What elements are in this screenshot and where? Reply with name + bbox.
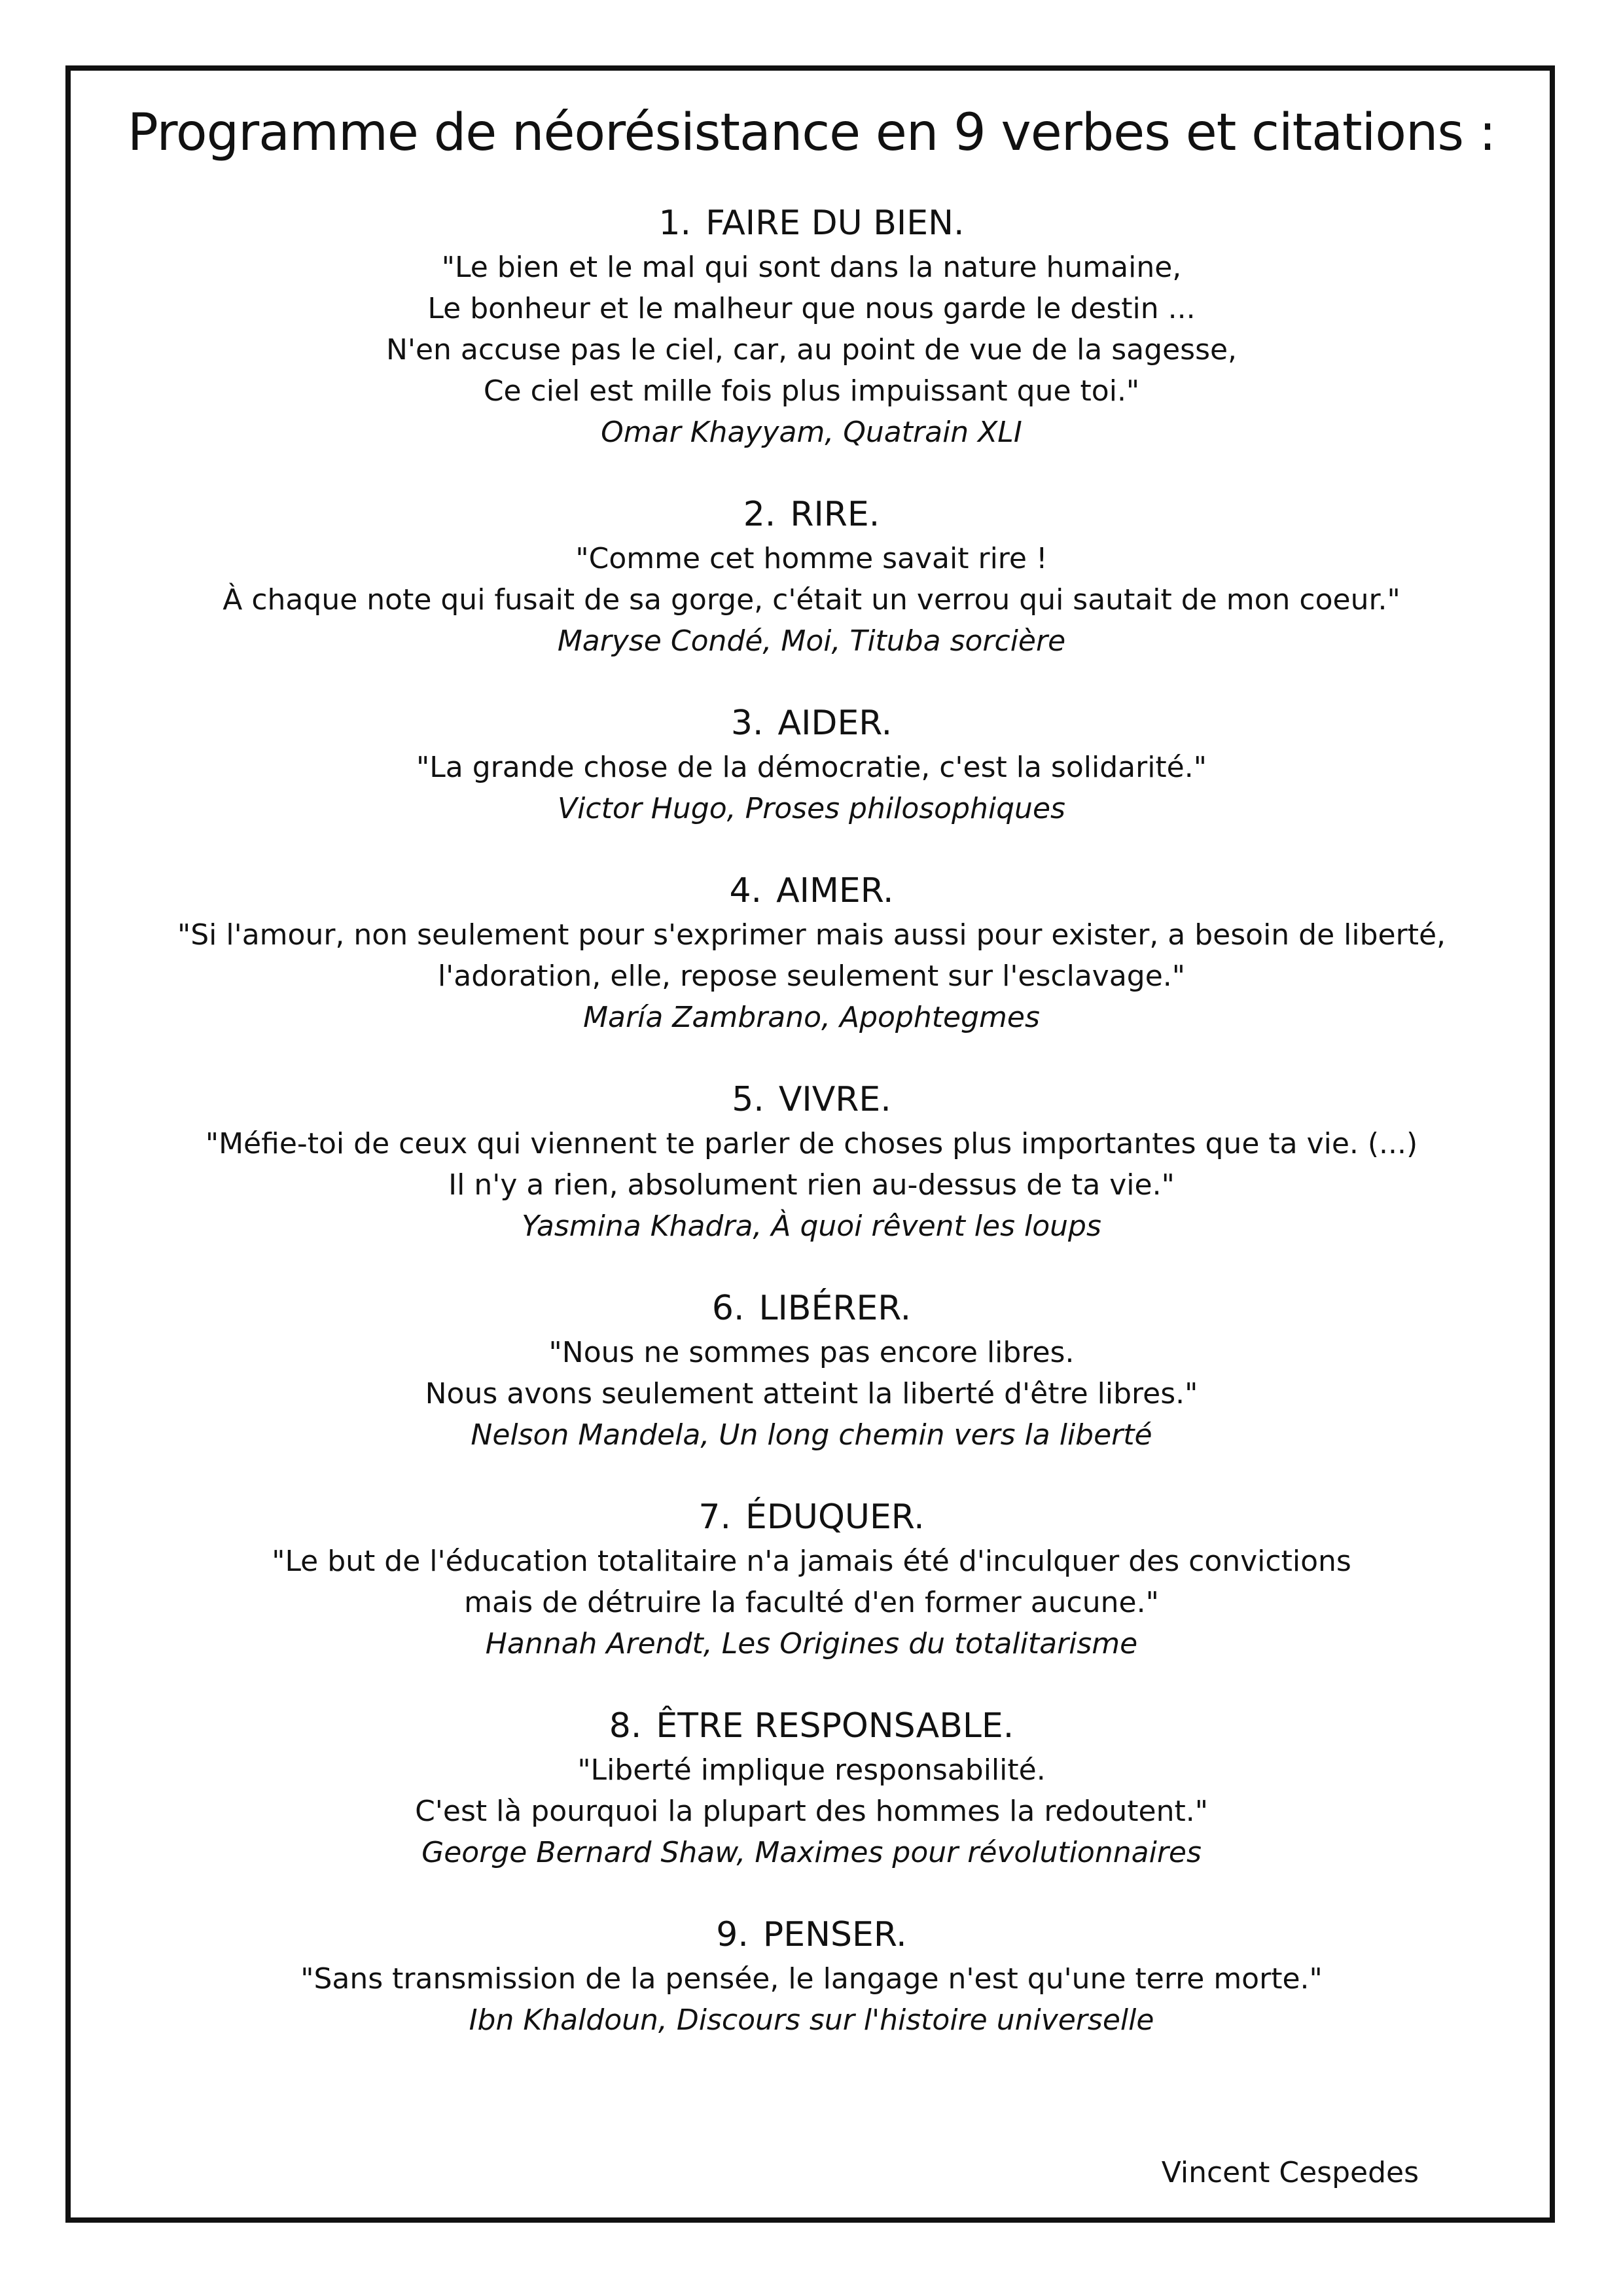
section-heading xyxy=(92,200,1531,247)
quote-line: "Liberté implique responsabilité. xyxy=(577,1753,1046,1787)
section-verb: VIVRE. xyxy=(778,1080,891,1119)
sections-list xyxy=(92,200,1531,2041)
section-verb: ÉDUQUER. xyxy=(745,1498,925,1537)
quote-line: "Le bien et le mal qui sont dans la nature humaine, xyxy=(441,251,1182,284)
section-heading xyxy=(92,700,1531,747)
section-verb: AIDER. xyxy=(777,704,893,743)
section-number: 6. xyxy=(711,1289,745,1328)
quote-line: C'est là pourquoi la plupart des hommes la redoutent." xyxy=(415,1795,1208,1828)
section-heading xyxy=(92,1911,1531,1958)
quote-line: Ce ciel est mille fois plus impuissant que toi." xyxy=(483,374,1140,408)
quote-line: Il n'y a rien, absolument rien au-dessus de ta vie." xyxy=(448,1168,1175,1202)
quote-line: "Nous ne sommes pas encore libres. xyxy=(548,1336,1075,1369)
section-heading xyxy=(92,1494,1531,1541)
quote-author: Yasmina Khadra, À quoi rêvent les loups xyxy=(522,1210,1101,1243)
quote-line: N'en accuse pas le ciel, car, au point de vue de la sagesse, xyxy=(385,333,1238,367)
section-verb: LIBÉRER. xyxy=(758,1289,912,1328)
quote-author: Victor Hugo, Proses philosophiques xyxy=(558,792,1065,825)
section-heading xyxy=(92,1702,1531,1749)
section-3 xyxy=(92,700,1531,829)
quote-line: À chaque note qui fusait de sa gorge, c'était un verrou qui sautait de mon coeur." xyxy=(223,583,1400,617)
quote-line: mais de détruire la faculté d'en former aucune." xyxy=(464,1586,1159,1619)
section-number: 7. xyxy=(698,1498,731,1537)
author-signature: Vincent Cespedes xyxy=(1161,2156,1419,2189)
quote-line: "La grande chose de la démocratie, c'est la solidarité." xyxy=(416,751,1207,784)
section-heading xyxy=(92,867,1531,914)
section-9 xyxy=(92,1911,1531,2041)
section-verb: ÊTRE RESPONSABLE. xyxy=(656,1706,1014,1746)
section-number: 3. xyxy=(730,704,764,743)
quote-author: George Bernard Shaw, Maximes pour révolutionnaires xyxy=(421,1836,1202,1869)
quote-author: María Zambrano, Apophtegmes xyxy=(583,1001,1040,1034)
section-heading xyxy=(92,1285,1531,1332)
section-7 xyxy=(92,1494,1531,1664)
quote-line: Le bonheur et le malheur que nous garde le destin ... xyxy=(427,292,1196,325)
quote-author: Hannah Arendt, Les Origines du totalitarisme xyxy=(485,1627,1138,1660)
section-6 xyxy=(92,1285,1531,1456)
quote-line: "Le but de l'éducation totalitaire n'a jamais été d'inculquer des convictions xyxy=(272,1545,1351,1578)
quote-line: "Si l'amour, non seulement pour s'exprimer mais aussi pour exister, a besoin de liberté, xyxy=(177,918,1446,952)
quote-line: Nous avons seulement atteint la liberté d'être libres." xyxy=(425,1377,1198,1410)
quote-line: "Sans transmission de la pensée, le langage n'est qu'une terre morte." xyxy=(300,1962,1323,1996)
section-number: 8. xyxy=(609,1706,642,1746)
section-number: 4. xyxy=(729,871,762,910)
section-number: 5. xyxy=(732,1080,764,1119)
section-verb: AIMER. xyxy=(776,871,894,910)
section-verb: FAIRE DU BIEN. xyxy=(705,204,965,243)
section-verb: PENSER. xyxy=(762,1915,907,1954)
section-8 xyxy=(92,1702,1531,1873)
section-heading xyxy=(92,1076,1531,1123)
quote-author: Maryse Condé, Moi, Tituba sorcière xyxy=(557,624,1066,658)
section-number: 1. xyxy=(658,204,692,243)
section-number: 9. xyxy=(716,1915,749,1954)
quote-line: "Méfie-toi de ceux qui viennent te parler de choses plus importantes que ta vie. (...) xyxy=(205,1127,1418,1160)
quote-author: Nelson Mandela, Un long chemin vers la liberté xyxy=(471,1418,1152,1452)
section-1 xyxy=(92,200,1531,453)
quote-author: Omar Khayyam, Quatrain XLI xyxy=(601,416,1022,449)
quote-line: l'adoration, elle, repose seulement sur l'esclavage." xyxy=(437,960,1186,993)
section-number: 2. xyxy=(743,495,776,534)
quote-line: "Comme cet homme savait rire ! xyxy=(575,542,1048,575)
section-verb: RIRE. xyxy=(790,495,880,534)
quote-author: Ibn Khaldoun, Discours sur l'histoire universelle xyxy=(469,2003,1154,2037)
section-5 xyxy=(92,1076,1531,1247)
page-title: Programme de néorésistance en 9 verbes et citations : xyxy=(127,103,1496,162)
section-2 xyxy=(92,491,1531,662)
section-4 xyxy=(92,867,1531,1038)
section-heading xyxy=(92,491,1531,538)
